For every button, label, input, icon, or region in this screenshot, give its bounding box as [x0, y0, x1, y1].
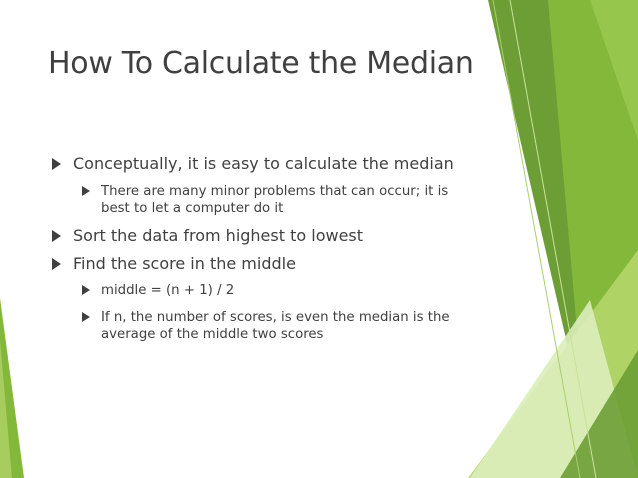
sub-bullet-text: If n, the number of scores, is even the median is the average of the middle two scores	[101, 310, 450, 342]
triangle-right-icon	[82, 186, 90, 196]
triangle-right-icon	[52, 230, 61, 242]
sub-bullet-text: There are many minor problems that can occur; it is best to let a computer do it	[101, 184, 449, 216]
sub-bullet-item	[82, 282, 471, 299]
triangle-right-icon	[52, 158, 61, 170]
triangle-right-icon	[82, 285, 90, 295]
bullet-text: Sort the data from highest to lowest	[73, 226, 364, 245]
sub-bullet-item	[82, 309, 471, 343]
bullet-item	[52, 254, 296, 274]
triangle-right-icon	[82, 312, 90, 322]
triangle-right-icon	[52, 258, 61, 270]
sub-bullet-text: middle = (n + 1) / 2	[101, 283, 235, 298]
bullet-item	[52, 226, 363, 246]
bullet-text: Find the score in the middle	[73, 254, 296, 273]
sub-bullet-item	[82, 183, 471, 217]
slide-title: How To Calculate the Median	[48, 46, 474, 81]
bullet-text: Conceptually, it is easy to calculate the median	[73, 154, 454, 173]
bullet-item	[52, 154, 454, 174]
